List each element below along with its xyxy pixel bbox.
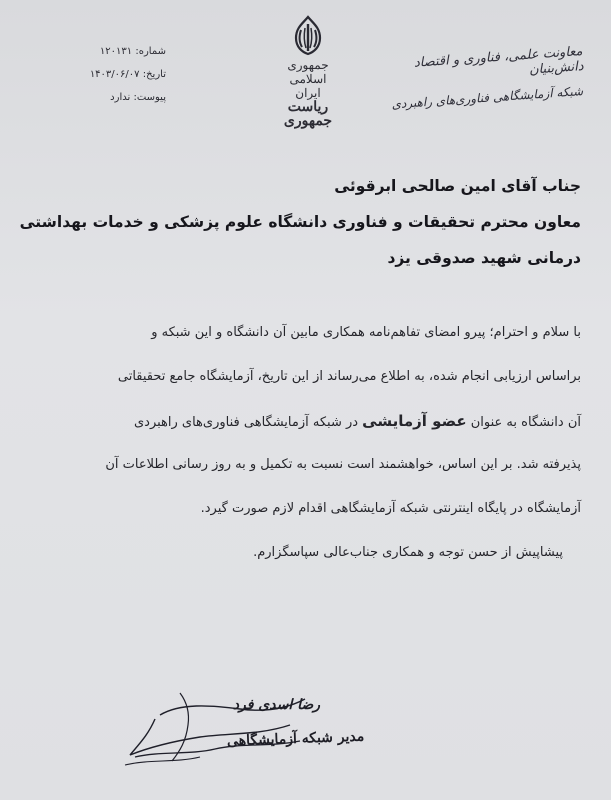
org-line-network: شبکه آزمایشگاهی فناوری‌های راهبردی xyxy=(391,84,584,112)
org-line-vice-presidency: معاونت علمی، فناوری و اقتصاد دانش‌بنیان xyxy=(413,44,585,78)
iran-emblem-icon xyxy=(288,14,328,56)
recipient-block xyxy=(21,168,581,276)
membership-status: عضو آزمایشی xyxy=(362,412,467,430)
number-value: ۱۲۰۱۳۱ xyxy=(99,46,133,57)
emblem-line-presidency: ریاست جمهوری xyxy=(283,99,333,129)
body-line-3 xyxy=(11,406,581,450)
recipient-name: جناب آقای امین صالحی ابرقوئی xyxy=(334,177,581,195)
emblem-caption xyxy=(278,58,338,128)
recipient-institution: درمانی شهید صدوقی یزد xyxy=(387,249,581,267)
number-label: شماره: xyxy=(135,46,166,57)
letter-number xyxy=(56,40,166,63)
letter-meta xyxy=(56,40,166,109)
attachment-value: ندارد xyxy=(110,92,131,103)
recipient-position: معاون محترم تحقیقات و فناوری دانشگاه علوم پزشکی و خدمات بهداشتی xyxy=(19,213,581,231)
body-line-3-start: آن دانشگاه به عنوان xyxy=(470,415,581,430)
signature-block xyxy=(130,685,365,775)
body-line-4: پذیرفته شد. بر این اساس، خواهشمند است نسبت به تکمیل و به روز رسانی اطلاعات آن xyxy=(105,457,581,472)
closing-line: پیشاپیش از حسن توجه و همکاری جناب‌عالی سپاسگزارم. xyxy=(253,545,563,560)
attachment-label: پیوست: xyxy=(133,92,166,103)
signatory-title: مدیر شبکه آزمایشگاهی xyxy=(226,728,365,750)
signatory-name: رضا اسدی فرد xyxy=(232,697,320,713)
body-line-2: براساس ارزیابی انجام شده، به اطلاع می‌رساند از این تاریخ، آزمایشگاه جامع تحقیقاتی xyxy=(117,369,581,384)
letter-body xyxy=(11,318,581,582)
issuing-organization xyxy=(363,44,585,112)
header-emblem xyxy=(278,14,338,128)
date-value: ۱۴۰۳/۰۶/۰۷ xyxy=(89,69,140,80)
body-line-3-end: در شبکه آزمایشگاهی فناوری‌های راهبردی xyxy=(133,415,359,430)
emblem-line-country: جمهوری اسلامی ایران xyxy=(287,58,329,100)
body-line-5: آزمایشگاه در پایگاه اینترنتی شبکه آزمایشگاهی اقدام لازم صورت گیرد. xyxy=(200,501,581,516)
letter-date xyxy=(56,63,166,86)
date-label: تاریخ: xyxy=(142,69,166,80)
letter-attachment xyxy=(56,86,166,109)
body-line-1: با سلام و احترام؛ پیرو امضای تفاهم‌نامه همکاری مابین آن دانشگاه و این شبکه و xyxy=(151,325,581,340)
